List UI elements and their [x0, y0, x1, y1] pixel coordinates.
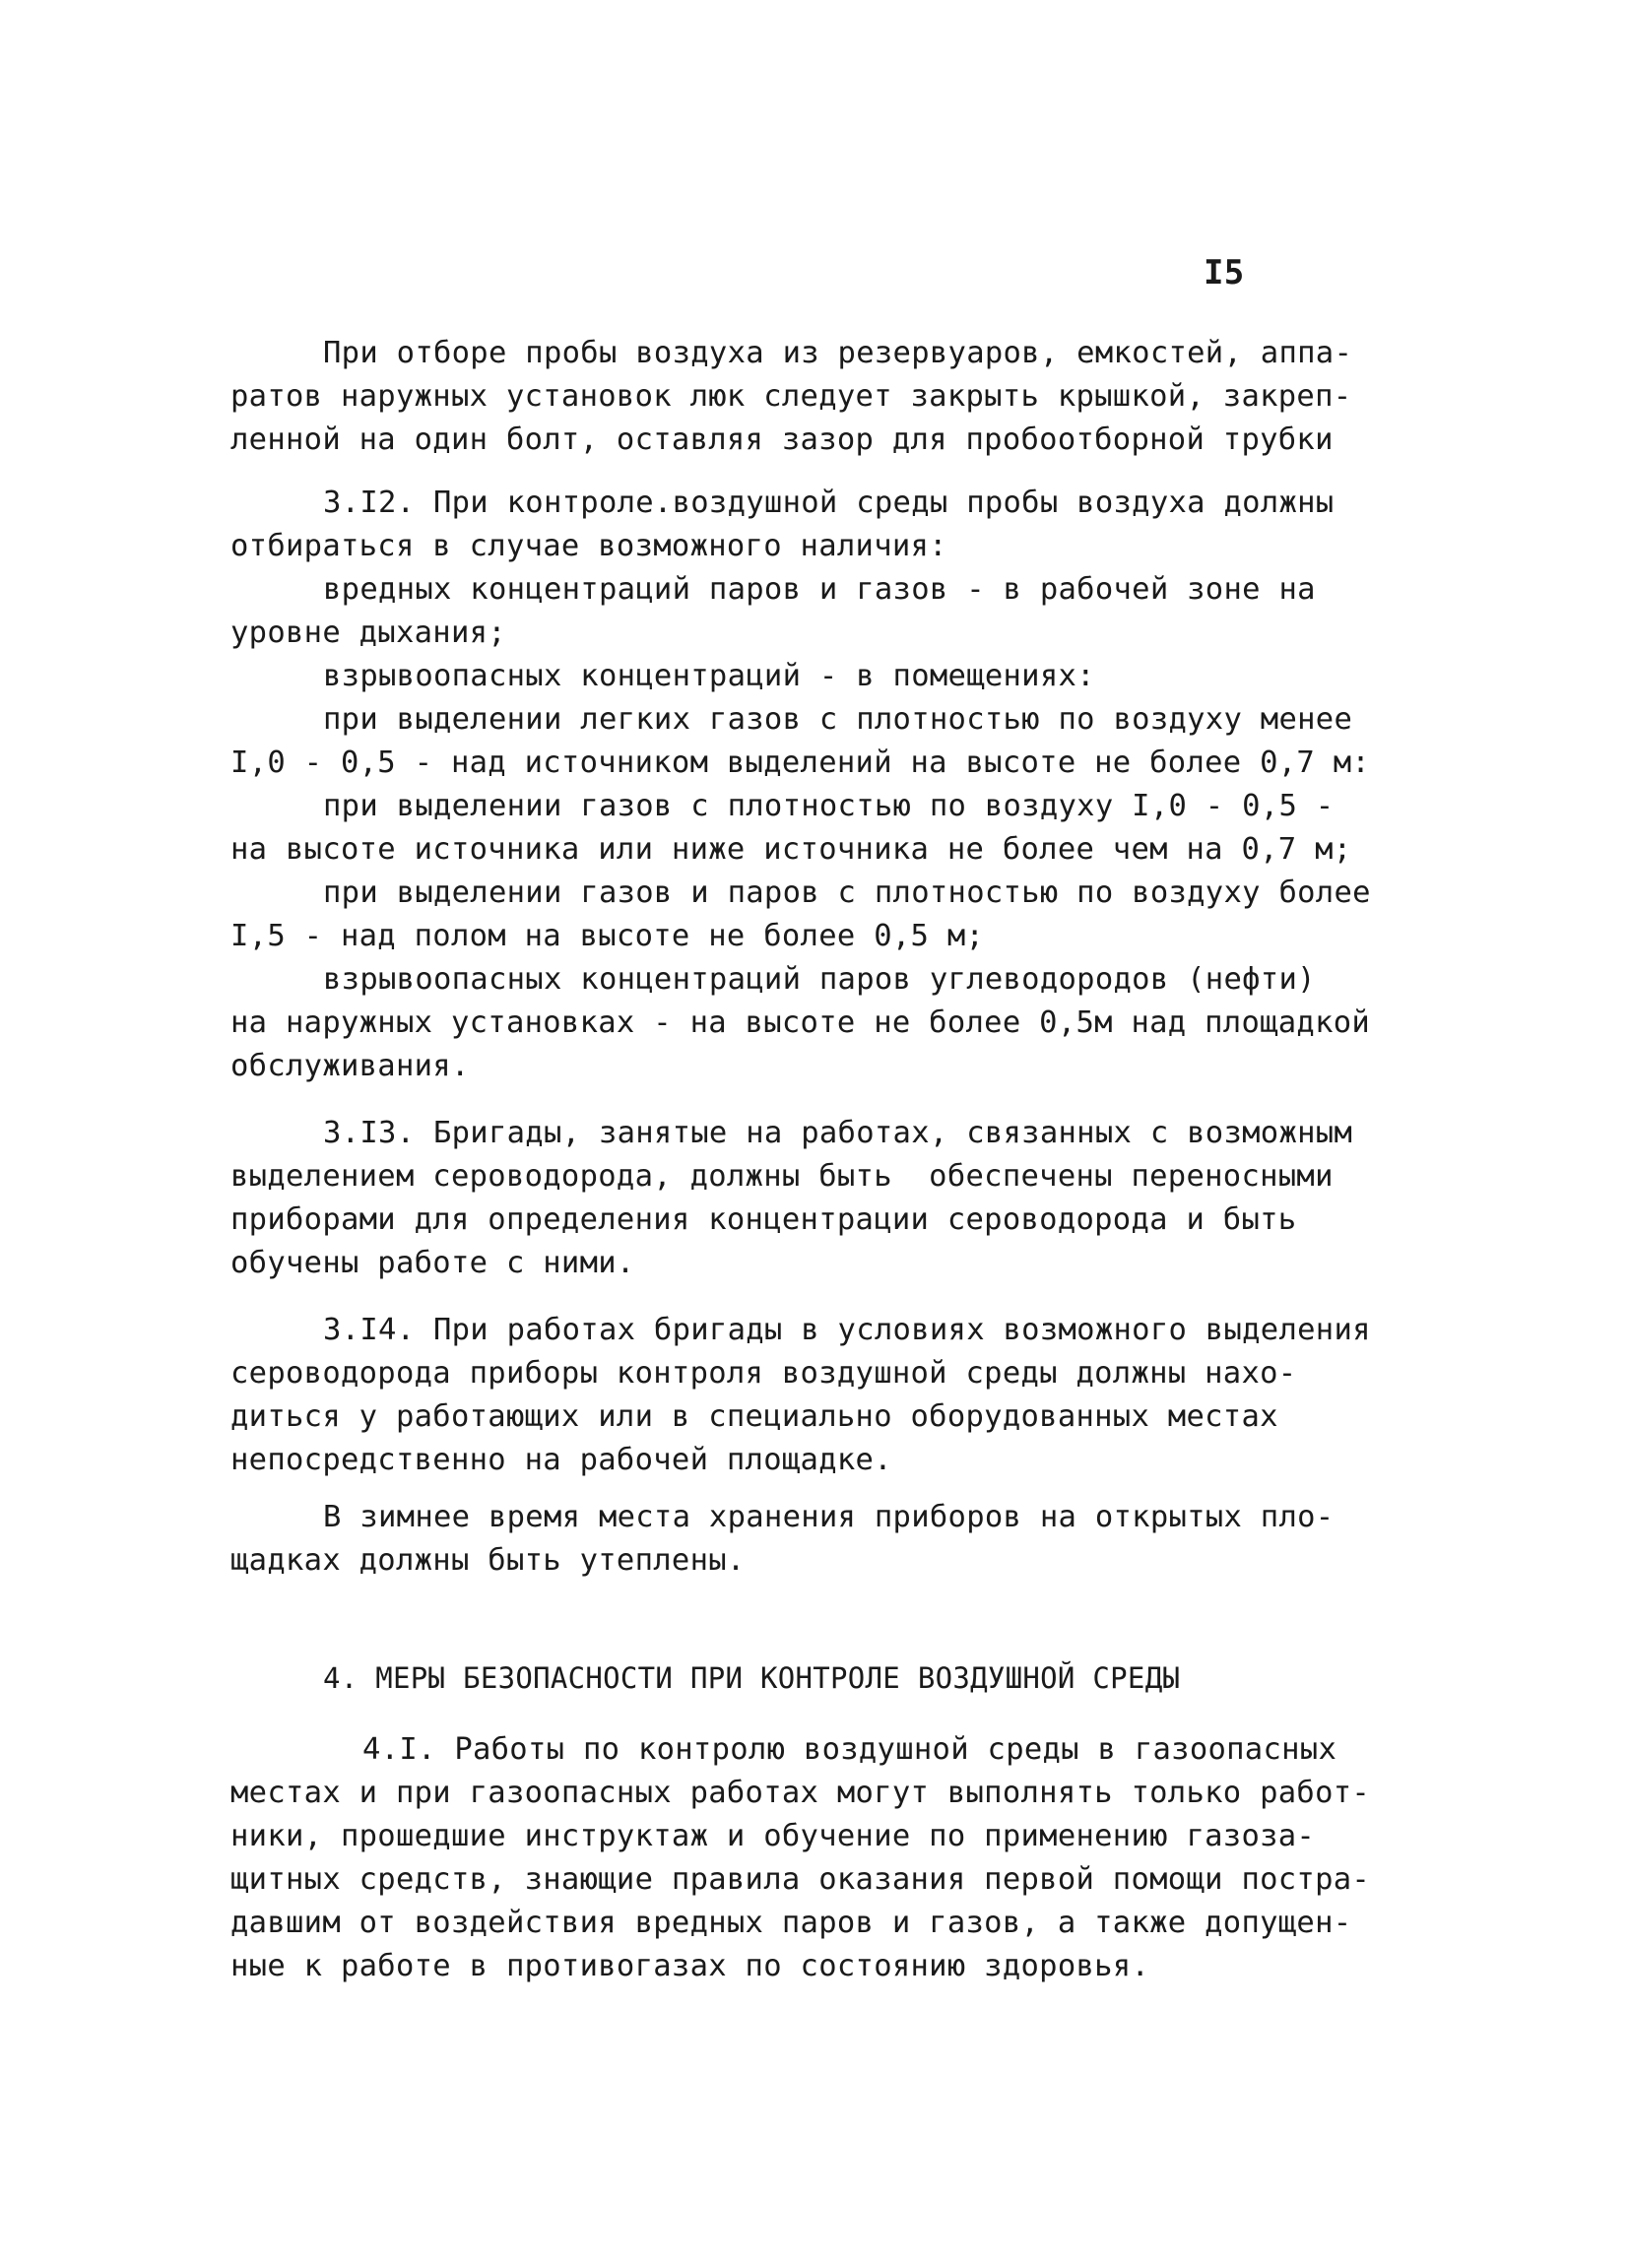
text-line: В зимнее время места хранения приборов на открытых пло- — [323, 1500, 1335, 1534]
text-line: диться у работающих или в специально оборудованных местах — [230, 1399, 1278, 1434]
text-line: щитных средств, знающие правила оказания первой помощи постра- — [230, 1862, 1371, 1897]
text-line: непосредственно на рабочей площадке. — [230, 1443, 892, 1477]
text-line: обучены работе с ними. — [230, 1246, 635, 1280]
text-line: при выделении газов с плотностью по воздуху I,0 - 0,5 - — [323, 789, 1335, 823]
text-line: выделением сероводорода, должны быть обеспечены переносными — [230, 1159, 1334, 1194]
text-line: При отборе пробы воздуха из резервуаров, емкостей, аппа- — [323, 336, 1353, 370]
text-line: щадках должны быть утеплены. — [230, 1543, 746, 1578]
text-line: ные к работе в противогазах по состоянию здоровья. — [230, 1949, 1150, 1983]
page-number: I5 — [1204, 253, 1245, 292]
text-line: обслуживания. — [230, 1049, 470, 1083]
text-line: давшим от воздействия вредных паров и газов, а также допущен- — [230, 1906, 1352, 1940]
text-line: 4.I. Работы по контролю воздушной среды в газоопасных — [362, 1732, 1337, 1767]
text-line: приборами для определения концентрации сероводорода и быть — [230, 1202, 1297, 1237]
section-heading: 4. МЕРЫ БЕЗОПАСНОСТИ ПРИ КОНТРОЛЕ ВОЗДУШНОЙ СРЕДЫ — [323, 1661, 1181, 1695]
text-line: 3.I3. Бригады, занятые на работах, связанных с возможным — [323, 1116, 1353, 1150]
text-line: 3.I4. При работах бригады в условиях возможного выделения — [323, 1313, 1371, 1347]
text-line: ники, прошедшие инструктаж и обучение по применению газоза- — [230, 1819, 1316, 1853]
text-line: сероводорода приборы контроля воздушной среды должны нахо- — [230, 1356, 1297, 1391]
text-line: взрывоопасных концентраций - в помещениях: — [323, 659, 1095, 693]
text-line: на высоте источника или ниже источника не более чем на 0,7 м; — [230, 832, 1352, 867]
text-line: при выделении легких газов с плотностью по воздуху менее — [323, 702, 1353, 737]
text-line: I,0 - 0,5 - над источником выделений на высоте не более 0,7 м: — [230, 745, 1371, 780]
text-line: уровне дыхания; — [230, 616, 506, 650]
text-line: местах и при газоопасных работах могут выполнять только работ- — [230, 1776, 1371, 1810]
text-line: отбираться в случае возможного наличия: — [230, 529, 947, 563]
text-line: I,5 - над полом на высоте не более 0,5 м; — [230, 919, 985, 953]
text-line: взрывоопасных концентраций паров углеводородов (нефти) — [323, 962, 1316, 997]
text-line: ленной на один болт, оставляя зазор для пробоотборной трубки — [230, 422, 1334, 457]
text-line: 3.I2. При контроле.воздушной среды пробы воздуха должны — [323, 486, 1335, 520]
text-line: ратов наружных установок люк следует закрыть крышкой, закреп- — [230, 379, 1352, 414]
text-line: вредных концентраций паров и газов - в рабочей зоне на — [323, 572, 1316, 607]
text-line: при выделении газов и паров с плотностью по воздуху более — [323, 875, 1371, 910]
text-line: на наружных установках - на высоте не более 0,5м над площадкой — [230, 1005, 1371, 1040]
